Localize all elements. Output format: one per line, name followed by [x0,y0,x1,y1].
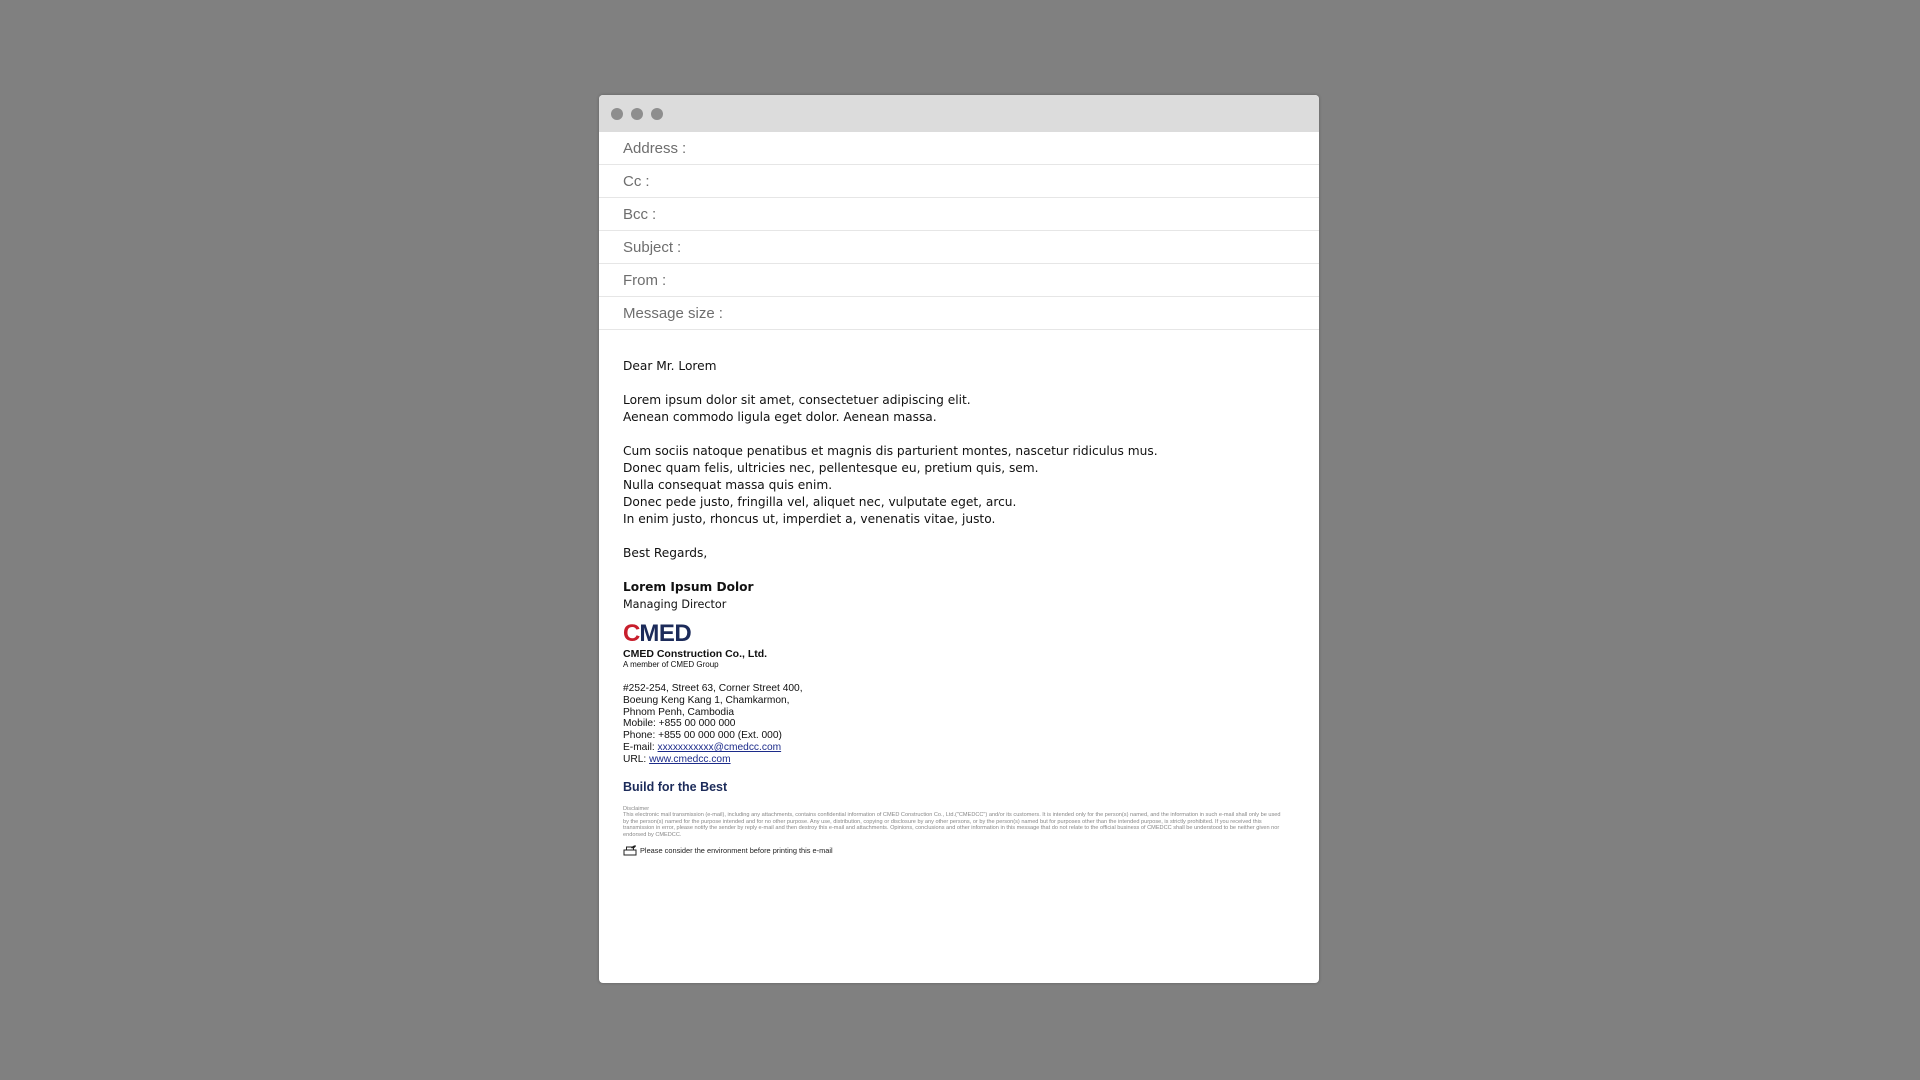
logo-med: MED [639,620,692,647]
group-membership: A member of CMED Group [623,660,719,669]
message-size-sep: : [718,304,723,322]
body-line: Aenean commodo ligula eget dolor. Aenean massa. [623,410,937,424]
bcc-sep: : [652,205,657,223]
from-field[interactable] [599,264,1319,297]
subject-sep: : [677,238,682,256]
company-name: CMED Construction Co., Ltd. [623,648,768,660]
body-line: Cum sociis natoque penatibus et magnis dis parturient montes, nascetur ridiculus mus. [623,444,1158,458]
body-line: In enim justo, rhoncus ut, imperdiet a, venenatis vitae, justo. [623,512,996,526]
message-size-field [599,297,1319,330]
body-line: Donec quam felis, ultricies nec, pellentesque eu, pretium quis, sem. [623,461,1039,475]
message-size-label: Message size [623,304,715,322]
subject-label: Subject [623,238,674,256]
signature-title: Managing Director [623,598,727,611]
email-header-fields [599,132,1319,330]
email-body [599,330,1319,856]
greeting: Dear Mr. Lorem [623,359,717,373]
body-line: Nulla consequat massa quis enim. [623,478,833,492]
address-field[interactable] [599,132,1319,165]
cc-sep: : [645,172,650,190]
address-label: Address [623,139,679,157]
window-maximize-button[interactable] [651,108,663,120]
environment-note [623,845,1295,856]
url-label: URL: [623,753,647,765]
email-link[interactable]: xxxxxxxxxxx@cmedcc.com [657,741,782,753]
subject-field[interactable] [599,231,1319,264]
from-label: From [623,271,658,289]
mobile-number: Mobile: +855 00 000 000 [623,718,736,730]
email-label: E-mail: [623,741,655,753]
disclaimer-title: Disclaimer [623,805,650,812]
signature-name: Lorem Ipsum Dolor [623,580,754,594]
window-close-button[interactable] [611,108,623,120]
bcc-field[interactable] [599,198,1319,231]
cmed-logo [623,621,1295,647]
cc-label: Cc [623,172,642,190]
address-line: Boeung Keng Kang 1, Chamkarmon, [623,694,790,706]
bcc-label: Bcc [623,205,649,223]
website-link[interactable]: www.cmedcc.com [649,753,731,765]
window-titlebar[interactable] [599,95,1319,132]
address-line: Phnom Penh, Cambodia [623,706,734,718]
printer-leaf-icon [623,845,637,856]
disclaimer-text: This electronic mail transmission (e-mail), including any attachments, contains confidential information of CMED Construction Co., Ltd.("CMEDCC") and/or its customers. It is intended only for the person(s) named, and the information in such e-mail shall only be used by the person(s) named for the purpose intended and for no other purpose. Any use, distribution, copying or disclosure by any other persons, or by the person(s) named but for purposes other than the intended purpose, is strictly prohibited. If you received this transmission in error, please notify the sender by reply e-mail and then destroy this e-mail and attachments. Opinions, conclusions and other information in this message that do not relate to the official business of CMEDCC shall be understood to be neither given nor endorsed by CMEDCC. [623,812,1281,838]
contact-block [623,683,1295,766]
environment-note-text: Please consider the environment before printing this e-mail [640,845,833,855]
email-window [599,95,1319,983]
address-sep: : [682,139,687,157]
closing: Best Regards, [623,546,708,560]
body-line: Lorem ipsum dolor sit amet, consectetuer adipiscing elit. [623,393,971,407]
address-line: #252-254, Street 63, Corner Street 400, [623,683,803,694]
disclaimer [623,806,1283,839]
phone-number: Phone: +855 00 000 000 (Ext. 000) [623,730,782,742]
from-sep: : [662,271,667,289]
cc-field[interactable] [599,165,1319,198]
logo-c: C [623,620,640,647]
tagline: Build for the Best [623,779,728,794]
body-line: Donec pede justo, fringilla vel, aliquet nec, vulputate eget, arcu. [623,495,1017,509]
window-minimize-button[interactable] [631,108,643,120]
email-line [623,742,1295,754]
url-line [623,754,1295,766]
